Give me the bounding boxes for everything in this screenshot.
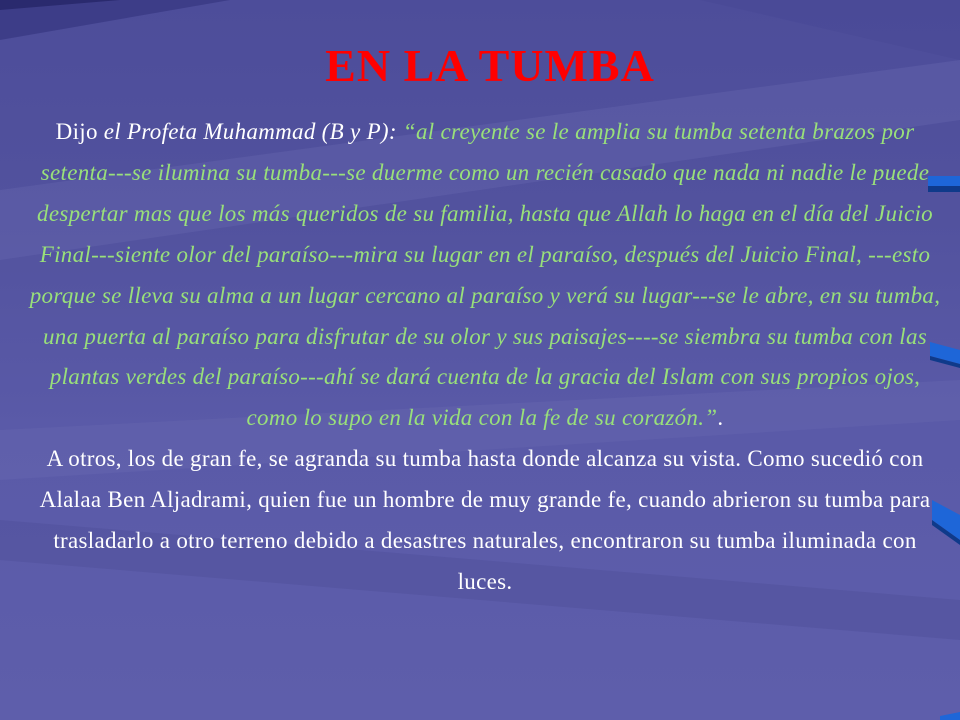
intro-plain: Dijo xyxy=(55,119,98,144)
slide-title: EN LA TUMBA xyxy=(325,40,655,91)
quote-end: . xyxy=(717,405,724,431)
intro-italic: el Profeta Muhammad (B y P): xyxy=(97,119,403,144)
hadith-quote: “al creyente se le amplia su tumba setenta brazos por setenta---se ilumina su tumba---se duerme como un recién casado que nada ni nadie le puede despertar mas que los más queridos de su familia, hasta que Allah lo haga en el día del Juicio Final---siente olor del paraíso---mira su lugar en el paraíso, después del Juicio Final, ---esto porque se lleva su alma a un lugar cercano al paraíso y verá su lugar---se le abre, en su tumba, una puerta al paraíso para disfrutar de su olor y sus paisajes----se siembra su tumba con las plantas verdes del paraíso---ahí se dará cuenta de la gracia del Islam con sus propios ojos, como lo supo en la vida con la fe de su corazón.” xyxy=(29,119,941,431)
paragraph-2: A otros, los de gran fe, se agranda su tumba hasta donde alcanza su vista. Como sucedió con Alalaa Ben Aljadrami, quien fue un hombre de muy grande fe, cuando abrieron su tumba para trasladarlo a otro terreno debido a desastres naturales, encontraron su tumba iluminada con luces. xyxy=(39,446,931,594)
slide-body xyxy=(28,112,942,603)
